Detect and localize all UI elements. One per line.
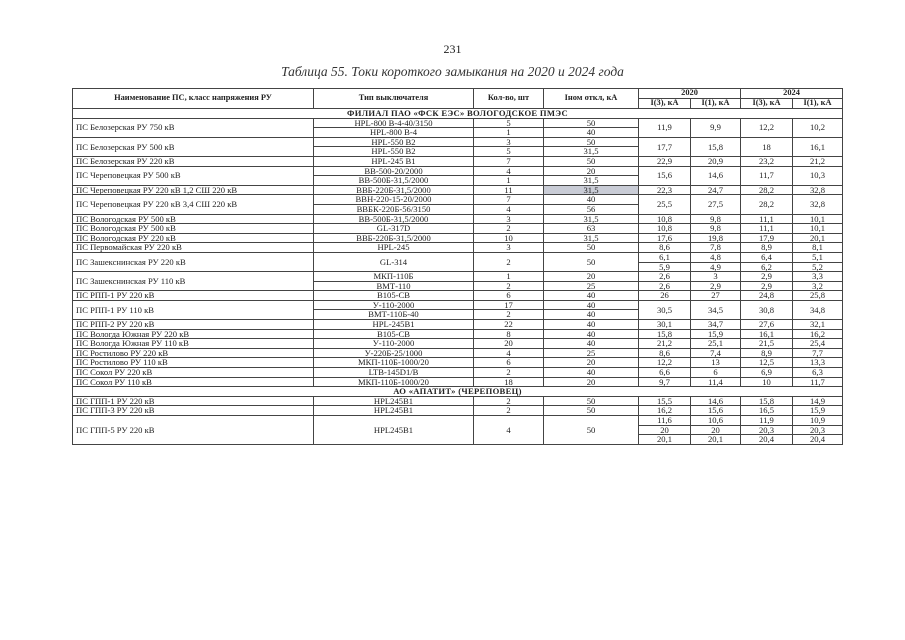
- table-cell: 50: [544, 137, 639, 147]
- table-cell: 16,2: [639, 406, 691, 416]
- table-cell: 24,7: [691, 185, 741, 195]
- table-cell: HPL-800 В-4: [314, 128, 474, 138]
- table-cell: 12,5: [741, 358, 793, 368]
- table-row: [73, 185, 843, 195]
- table-cell: LTB-145D1/B: [314, 368, 474, 378]
- table-cell: 17,7: [639, 137, 691, 156]
- table-cell: 4: [474, 416, 544, 445]
- table-cell: ВВ-500Б-31,5/2000: [314, 176, 474, 186]
- table-cell: 1: [474, 272, 544, 282]
- table-cell: 3,3: [793, 272, 843, 282]
- table-cell: 13: [691, 358, 741, 368]
- table-cell: 2: [474, 281, 544, 291]
- table-cell: 6: [474, 358, 544, 368]
- table-cell: 4: [474, 166, 544, 176]
- table-cell: 10,8: [639, 224, 691, 234]
- table-cell: 8: [474, 329, 544, 339]
- table-cell: 1: [474, 176, 544, 186]
- table-cell: 5,2: [793, 262, 843, 272]
- table-row: [73, 416, 843, 426]
- table-cell: 3: [474, 137, 544, 147]
- substation-name: ПС Первомайская РУ 220 кВ: [73, 243, 314, 253]
- table-cell: 25: [544, 348, 639, 358]
- table-cell: 5,9: [639, 262, 691, 272]
- table-cell: 9,8: [691, 224, 741, 234]
- table-cell: 11,9: [741, 416, 793, 426]
- table-cell: 17,9: [741, 233, 793, 243]
- table-cell: 7,7: [793, 348, 843, 358]
- table-cell: 30,5: [639, 300, 691, 319]
- table-cell: 20: [544, 358, 639, 368]
- header-year-2020: 2020: [639, 89, 741, 99]
- table-cell: МКП-110Б-1000/20: [314, 358, 474, 368]
- table-cell: 32,8: [793, 195, 843, 214]
- table-cell: 20: [544, 272, 639, 282]
- table-cell: HPL-550 В2: [314, 137, 474, 147]
- table-cell: У-110-2000: [314, 300, 474, 310]
- substation-name: ПС Вологда Южная РУ 110 кВ: [73, 339, 314, 349]
- table-cell: 16,2: [793, 329, 843, 339]
- table-cell: 2: [474, 224, 544, 234]
- table-row: [73, 368, 843, 378]
- table-header: [73, 89, 843, 109]
- table-cell: 7: [474, 156, 544, 166]
- table-cell: 50: [544, 396, 639, 406]
- table-cell: 6: [474, 291, 544, 301]
- table-cell: ВВН-220-15-20/2000: [314, 195, 474, 205]
- table-cell: 8,9: [741, 348, 793, 358]
- table-cell: 27: [691, 291, 741, 301]
- table-cell: 18: [474, 377, 544, 387]
- table-row: [73, 358, 843, 368]
- table-cell: 8,1: [793, 243, 843, 253]
- table-cell: 5,1: [793, 252, 843, 262]
- table-cell: 11: [474, 185, 544, 195]
- table-cell: 4: [474, 348, 544, 358]
- table-cell: 40: [544, 291, 639, 301]
- header-i1-2020: I(1), кА: [691, 99, 741, 109]
- table-cell: 11,7: [793, 377, 843, 387]
- table-cell: 21,2: [639, 339, 691, 349]
- table-cell: 40: [544, 339, 639, 349]
- table-cell: 16,1: [741, 329, 793, 339]
- substation-name: ПС Вологодская РУ 500 кВ: [73, 224, 314, 234]
- table-cell: 11,1: [741, 214, 793, 224]
- table-cell: 3: [474, 243, 544, 253]
- table-cell: 31,5: [544, 147, 639, 157]
- table-cell: 22: [474, 320, 544, 330]
- table-cell: 9,8: [691, 214, 741, 224]
- table-cell: 2: [474, 396, 544, 406]
- table-cell: 28,2: [741, 195, 793, 214]
- table-cell: 50: [544, 243, 639, 253]
- table-row: [73, 137, 843, 147]
- table-cell: 10,9: [793, 416, 843, 426]
- substation-name: ПС Сокол РУ 110 кВ: [73, 377, 314, 387]
- table-cell: 6,4: [741, 252, 793, 262]
- table-cell: HPL-800 В-4-40/3150: [314, 118, 474, 128]
- header-i3-2024: I(3), кА: [741, 99, 793, 109]
- table-cell: 6,2: [741, 262, 793, 272]
- table-cell: 4,8: [691, 252, 741, 262]
- table-row: [73, 377, 843, 387]
- table-cell: 14,6: [691, 166, 741, 185]
- table-cell: 20: [691, 425, 741, 435]
- header-substation: Наименование ПС, класс напряжения РУ: [73, 89, 314, 109]
- table-cell: 23,2: [741, 156, 793, 166]
- table-row: [73, 339, 843, 349]
- substation-name: ПС Ростилово РУ 110 кВ: [73, 358, 314, 368]
- table-cell: 50: [544, 252, 639, 271]
- table-cell: 6,9: [741, 368, 793, 378]
- table-cell: 25,4: [793, 339, 843, 349]
- table-cell: HPL245B1: [314, 416, 474, 445]
- table-cell: 3,2: [793, 281, 843, 291]
- table-row: [73, 291, 843, 301]
- table-cell: 11,7: [741, 166, 793, 185]
- table-cell: 9,9: [691, 118, 741, 137]
- table-cell: 25,1: [691, 339, 741, 349]
- table-cell: 32,1: [793, 320, 843, 330]
- table-cell: 2,6: [639, 272, 691, 282]
- substation-name: ПС Череповецкая РУ 220 кВ 3,4 СШ 220 кВ: [73, 195, 314, 214]
- table-cell: 7,4: [691, 348, 741, 358]
- table-cell: 4: [474, 204, 544, 214]
- table-cell: ВВБ-220Б-31,5/2000: [314, 233, 474, 243]
- table-cell: 20,4: [741, 435, 793, 445]
- table-cell: 10,1: [793, 224, 843, 234]
- table-cell: 10,3: [793, 166, 843, 185]
- table-cell: 40: [544, 329, 639, 339]
- substation-name: ПС Зашекснинская РУ 220 кВ: [73, 252, 314, 271]
- table-cell: 15,8: [639, 329, 691, 339]
- table-cell: 20,1: [639, 435, 691, 445]
- short-circuit-table: [72, 88, 843, 445]
- table-cell: 63: [544, 224, 639, 234]
- table-cell: HPL-245 В1: [314, 156, 474, 166]
- table-cell: 15,9: [793, 406, 843, 416]
- table-cell: 5: [474, 147, 544, 157]
- substation-name: ПС Белозерская РУ 750 кВ: [73, 118, 314, 137]
- table-row: [73, 118, 843, 128]
- table-cell: 12,2: [741, 118, 793, 137]
- table-cell: 26: [639, 291, 691, 301]
- table-cell: 20,4: [793, 435, 843, 445]
- table-cell: 40: [544, 320, 639, 330]
- table-cell: В105-СВ: [314, 329, 474, 339]
- table-cell: GL-314: [314, 252, 474, 271]
- table-cell: МКП-110Б: [314, 272, 474, 282]
- table-cell: 16,5: [741, 406, 793, 416]
- table-row: [73, 272, 843, 282]
- table-row: [73, 214, 843, 224]
- table-cell: 10: [474, 233, 544, 243]
- table-cell: ВВБК-220Б-56/3150: [314, 204, 474, 214]
- table-cell: HPL245B1: [314, 396, 474, 406]
- table-cell: ВВ-500-20/2000: [314, 166, 474, 176]
- table-cell: 2: [474, 368, 544, 378]
- table-cell: HPL-550 В2: [314, 147, 474, 157]
- table-cell: 20,9: [691, 156, 741, 166]
- table-cell: 2,9: [741, 281, 793, 291]
- substation-name: ПС РПП-1 РУ 220 кВ: [73, 291, 314, 301]
- header-breaker-type: Тип выключателя: [314, 89, 474, 109]
- table-cell: 14,6: [691, 396, 741, 406]
- substation-name: ПС Вологодская РУ 220 кВ: [73, 233, 314, 243]
- table-cell: 15,6: [639, 166, 691, 185]
- table-cell: 7,8: [691, 243, 741, 253]
- header-quantity: Кол-во, шт: [474, 89, 544, 109]
- table-cell: 22,3: [639, 185, 691, 195]
- table-cell: 17: [474, 300, 544, 310]
- table-cell: 11,4: [691, 377, 741, 387]
- table-cell: 6,1: [639, 252, 691, 262]
- table-cell: 34,5: [691, 300, 741, 319]
- table-cell: 15,8: [691, 137, 741, 156]
- table-cell: 40: [544, 368, 639, 378]
- table-cell: 50: [544, 118, 639, 128]
- table-cell: 7: [474, 195, 544, 205]
- table-row: [73, 243, 843, 253]
- table-cell: 20: [639, 425, 691, 435]
- table-cell: 4,9: [691, 262, 741, 272]
- table-cell: 20,3: [793, 425, 843, 435]
- table-row: [73, 348, 843, 358]
- table-cell: 22,9: [639, 156, 691, 166]
- table-cell: 20,1: [793, 233, 843, 243]
- substation-name: ПС ГПП-5 РУ 220 кВ: [73, 416, 314, 445]
- substation-name: ПС Вологда Южная РУ 220 кВ: [73, 329, 314, 339]
- substation-name: ПС РПП-2 РУ 220 кВ: [73, 320, 314, 330]
- table-cell: 13,3: [793, 358, 843, 368]
- table-cell: 6: [691, 368, 741, 378]
- table-row: [73, 252, 843, 262]
- table-cell: 12,2: [639, 358, 691, 368]
- table-cell: 40: [544, 300, 639, 310]
- table-cell: 8,9: [741, 243, 793, 253]
- table-cell: 10: [741, 377, 793, 387]
- table-cell: 50: [544, 156, 639, 166]
- table-cell: 27,6: [741, 320, 793, 330]
- table-cell: ВВ-500Б-31,5/2000: [314, 214, 474, 224]
- section-title: ФИЛИАЛ ПАО «ФСК ЕЭС» ВОЛОГОДСКОЕ ПМЭС: [73, 109, 843, 119]
- table-body: [73, 109, 843, 445]
- table-cell: 10,8: [639, 214, 691, 224]
- substation-name: ПС Череповецкая РУ 220 кВ 1,2 СШ 220 кВ: [73, 185, 314, 195]
- table-cell: 15,6: [691, 406, 741, 416]
- table-row: [73, 329, 843, 339]
- table-cell: 15,5: [639, 396, 691, 406]
- section-row: [73, 387, 843, 397]
- table-row: [73, 166, 843, 176]
- table-row: [73, 156, 843, 166]
- substation-name: ПС Сокол РУ 220 кВ: [73, 368, 314, 378]
- substation-name: ПС Ростилово РУ 220 кВ: [73, 348, 314, 358]
- table-cell: 30,1: [639, 320, 691, 330]
- substation-name: ПС Белозерская РУ 220 кВ: [73, 156, 314, 166]
- table-cell: 6,6: [639, 368, 691, 378]
- table-cell: ВВБ-220Б-31,5/2000: [314, 185, 474, 195]
- highlighted-cell: 31,5: [544, 185, 639, 195]
- table-cell: 24,8: [741, 291, 793, 301]
- table-cell: HPL-245: [314, 243, 474, 253]
- table-cell: 20,1: [691, 435, 741, 445]
- header-i1-2024: I(1), кА: [793, 99, 843, 109]
- table-cell: 40: [544, 195, 639, 205]
- table-cell: 8,6: [639, 243, 691, 253]
- header-inom: Iном откл, кА: [544, 89, 639, 109]
- table-cell: 11,6: [639, 416, 691, 426]
- table-cell: 34,8: [793, 300, 843, 319]
- table-row: [73, 406, 843, 416]
- table-cell: 28,2: [741, 185, 793, 195]
- table-cell: 20: [544, 377, 639, 387]
- table-cell: 9,7: [639, 377, 691, 387]
- table-cell: 19,8: [691, 233, 741, 243]
- substation-name: ПС Череповецкая РУ 500 кВ: [73, 166, 314, 185]
- table-cell: 21,5: [741, 339, 793, 349]
- section-row: [73, 109, 843, 119]
- table-cell: 40: [544, 310, 639, 320]
- table-cell: 25,8: [793, 291, 843, 301]
- table-cell: 14,9: [793, 396, 843, 406]
- table-row: [73, 195, 843, 205]
- table-cell: В105-СВ: [314, 291, 474, 301]
- table-cell: 10,6: [691, 416, 741, 426]
- substation-name: ПС ГПП-1 РУ 220 кВ: [73, 396, 314, 406]
- substation-name: ПС РПП-1 РУ 110 кВ: [73, 300, 314, 319]
- table-cell: 31,5: [544, 214, 639, 224]
- table-cell: 1: [474, 128, 544, 138]
- table-cell: 11,9: [639, 118, 691, 137]
- table-cell: 31,5: [544, 176, 639, 186]
- header-i3-2020: I(3), кА: [639, 99, 691, 109]
- table-cell: HPL-245В1: [314, 320, 474, 330]
- table-cell: 15,8: [741, 396, 793, 406]
- table-cell: 34,7: [691, 320, 741, 330]
- table-row: [73, 396, 843, 406]
- page-number: 231: [443, 42, 462, 56]
- table-row: [73, 320, 843, 330]
- table-cell: 30,8: [741, 300, 793, 319]
- table-cell: 2,9: [691, 281, 741, 291]
- table-cell: 31,5: [544, 233, 639, 243]
- substation-name: ПС Зашекснинская РУ 110 кВ: [73, 272, 314, 291]
- table-row: [73, 233, 843, 243]
- table-cell: 3: [474, 214, 544, 224]
- substation-name: ПС Белозерская РУ 500 кВ: [73, 137, 314, 156]
- table-row: [73, 300, 843, 310]
- table-cell: ВМТ-110: [314, 281, 474, 291]
- table-cell: 2: [474, 252, 544, 271]
- table-cell: 21,2: [793, 156, 843, 166]
- table-cell: 5: [474, 118, 544, 128]
- header-year-2024: 2024: [741, 89, 843, 99]
- table-cell: 50: [544, 416, 639, 445]
- substation-name: ПС Вологодская РУ 500 кВ: [73, 214, 314, 224]
- substation-name: ПС ГПП-3 РУ 220 кВ: [73, 406, 314, 416]
- table-cell: 10,2: [793, 118, 843, 137]
- table-cell: У-220Б-25/1000: [314, 348, 474, 358]
- table-cell: 8,6: [639, 348, 691, 358]
- section-title: АО «АПАТИТ» (ЧЕРЕПОВЕЦ): [73, 387, 843, 397]
- table-cell: 56: [544, 204, 639, 214]
- table-cell: 40: [544, 128, 639, 138]
- table-cell: 25,5: [639, 195, 691, 214]
- table-cell: ВМТ-110Б-40: [314, 310, 474, 320]
- table-cell: GL-317D: [314, 224, 474, 234]
- table-cell: 2: [474, 406, 544, 416]
- table-cell: 32,8: [793, 185, 843, 195]
- table-cell: 11,1: [741, 224, 793, 234]
- table-cell: 18: [741, 137, 793, 156]
- table-cell: 6,3: [793, 368, 843, 378]
- table-cell: 50: [544, 406, 639, 416]
- table-cell: 2: [474, 310, 544, 320]
- table-cell: 16,1: [793, 137, 843, 156]
- table-cell: HPL245B1: [314, 406, 474, 416]
- table-cell: 10,1: [793, 214, 843, 224]
- table-cell: 3: [691, 272, 741, 282]
- table-cell: 15,9: [691, 329, 741, 339]
- table-cell: МКП-110Б-1000/20: [314, 377, 474, 387]
- table-cell: 20: [544, 166, 639, 176]
- table-cell: 17,6: [639, 233, 691, 243]
- table-caption: Таблица 55. Токи короткого замыкания на 2020 и 2024 года: [281, 64, 624, 79]
- table-cell: 25: [544, 281, 639, 291]
- table-cell: 27,5: [691, 195, 741, 214]
- table-cell: 20: [474, 339, 544, 349]
- table-cell: 2,9: [741, 272, 793, 282]
- table-row: [73, 224, 843, 234]
- table-cell: 20,3: [741, 425, 793, 435]
- table-cell: У-110-2000: [314, 339, 474, 349]
- table-cell: 2,6: [639, 281, 691, 291]
